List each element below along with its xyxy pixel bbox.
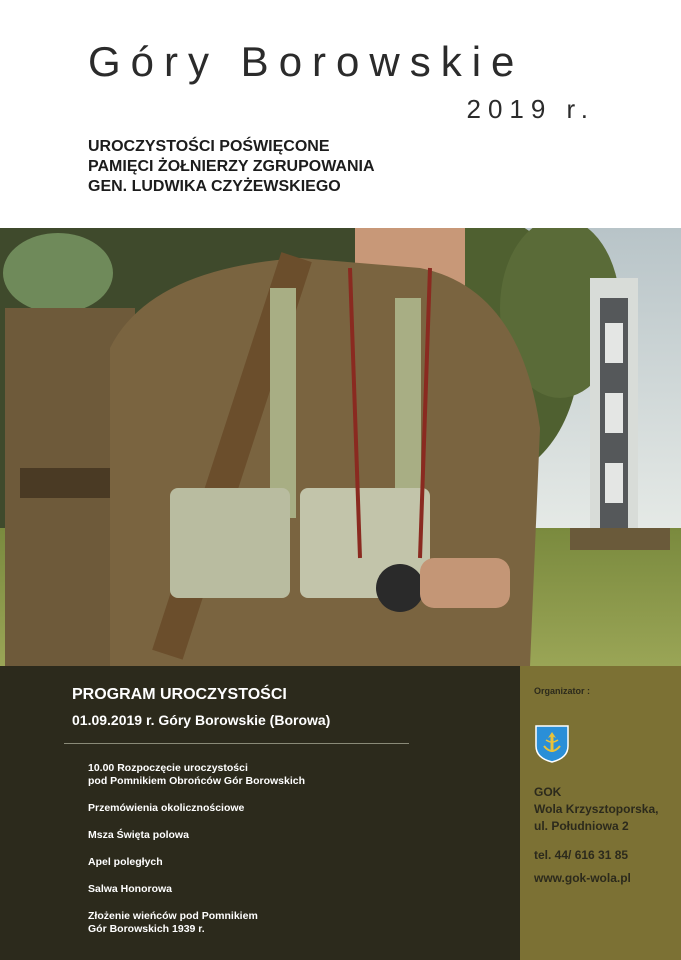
poster-title: Góry Borowskie — [88, 38, 525, 85]
subtitle-line: UROCZYSTOŚCI POŚWIĘCONE — [88, 138, 330, 155]
subtitle-line: PAMIĘCI ŻOŁNIERZY ZGRUPOWANIA — [88, 158, 375, 175]
organizer-label: Organizator : — [534, 686, 591, 696]
program-item — [88, 802, 508, 815]
organizer-panel — [520, 666, 681, 960]
soldiers-illustration — [0, 228, 681, 666]
program-item-line: Salwa Honorowa — [88, 883, 173, 895]
organizer-name-line: ul. Południowa 2 — [534, 819, 629, 833]
program-item-line: Apel poległych — [88, 856, 163, 868]
poster-header — [0, 0, 681, 228]
poster-year: 2019 r. — [466, 94, 595, 124]
coat-of-arms-icon — [534, 724, 570, 764]
program-item-line: 10.00 Rozpoczęcie uroczystości — [88, 762, 248, 774]
program-item-line: Złożenie wieńców pod Pomnikiem — [88, 910, 258, 922]
program-item — [88, 856, 508, 869]
program-panel — [0, 666, 520, 960]
organizer-name-line: GOK — [534, 785, 562, 799]
program-divider — [64, 743, 409, 744]
subtitle-line: GEN. LUDWIKA CZYŻEWSKIEGO — [88, 178, 341, 195]
organizer-phone: tel. 44/ 616 31 85 — [534, 848, 629, 862]
program-list — [88, 762, 508, 950]
program-item-line: Gór Borowskich 1939 r. — [88, 923, 205, 935]
program-item — [88, 829, 508, 842]
organizer-name — [534, 784, 658, 835]
poster-subtitle — [88, 137, 375, 197]
organizer-website: www.gok-wola.pl — [534, 871, 631, 885]
program-date-place: 01.09.2019 r. Góry Borowskie (Borowa) — [72, 712, 331, 728]
program-item-line: Msza Święta polowa — [88, 829, 189, 841]
soldier-main — [110, 228, 540, 666]
program-item-line: Przemówienia okolicznościowe — [88, 802, 245, 814]
program-title: PROGRAM UROCZYSTOŚCI — [72, 686, 287, 703]
organizer-name-line: Wola Krzysztoporska, — [534, 802, 659, 816]
program-item — [88, 910, 508, 936]
soldiers-photo — [0, 228, 681, 666]
program-item — [88, 762, 508, 788]
program-item-line: pod Pomnikiem Obrońców Gór Borowskich — [88, 775, 306, 787]
program-item — [88, 883, 508, 896]
